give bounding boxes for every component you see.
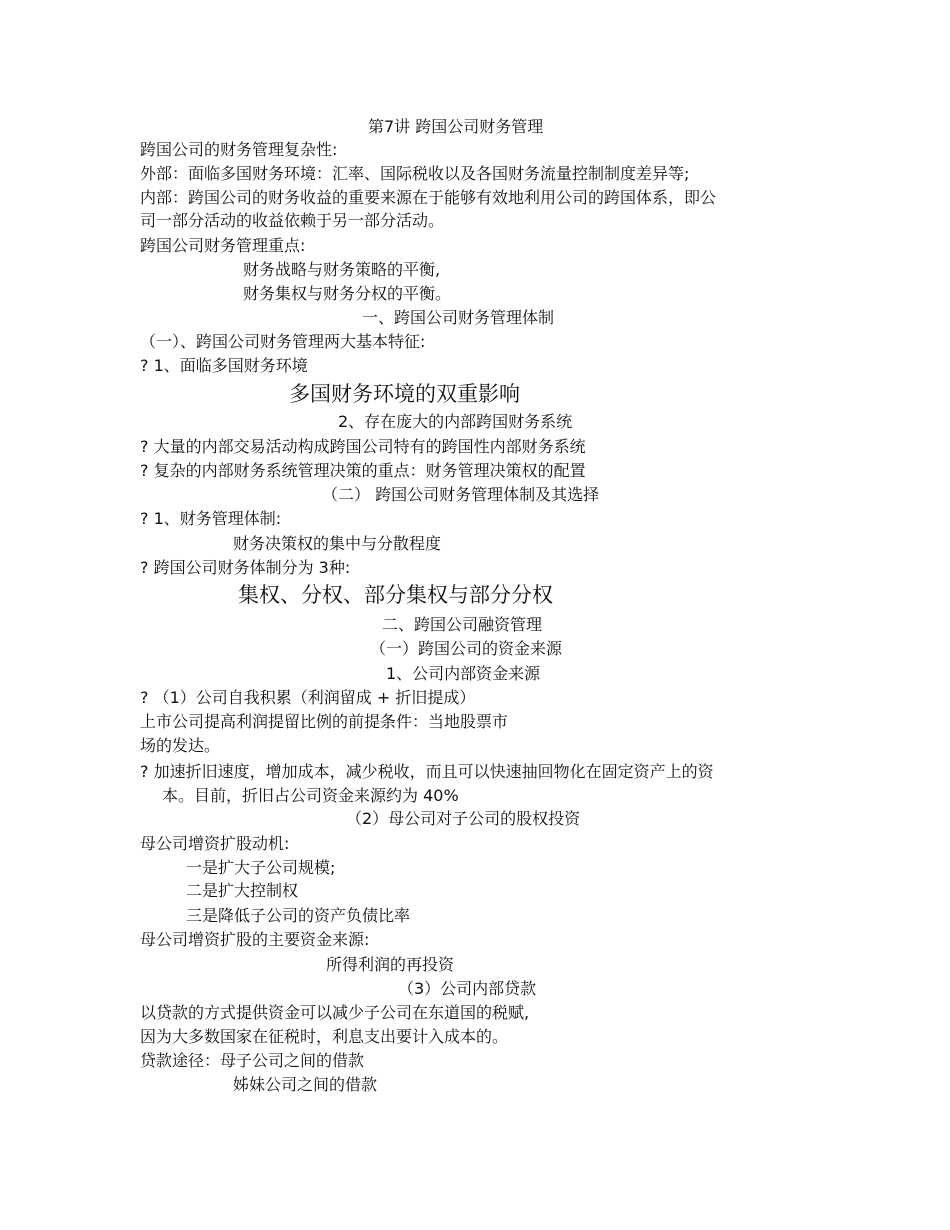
bullet-line: ? 大量的内部交易活动构成跨国公司特有的跨国性内部财务系统: [140, 437, 586, 456]
text-line: （一）、跨国公司财务管理两大基本特征:: [140, 332, 426, 351]
bullet-line: ? 1、面临多国财务环境: [140, 356, 308, 375]
text-line: 跨国公司财务管理重点:: [140, 236, 306, 255]
list-item: 一是扩大子公司规模;: [186, 858, 336, 877]
text-line: 跨国公司的财务管理复杂性:: [140, 140, 338, 159]
text-line: 以贷款的方式提供资金可以减少子公司在东道国的税赋,: [140, 1003, 530, 1022]
section-heading: （3）公司内部贷款: [398, 979, 537, 998]
section-heading: 一、跨国公司财务管理体制: [362, 308, 555, 327]
text-line: 财务决策权的集中与分散程度: [233, 534, 442, 553]
list-item: 二是扩大控制权: [186, 881, 299, 900]
bullet-line: ? 加速折旧速度，增加成本，减少税收，而且可以快速抽回物化在固定资产上的资: [140, 762, 714, 781]
bullet-line: ? 1、财务管理体制:: [140, 509, 282, 528]
section-heading: 2、存在庞大的内部跨国财务系统: [338, 412, 573, 431]
text-line: 因为大多数国家在征税时，利息支出要计入成本的。: [140, 1027, 509, 1046]
bullet-line: ? 复杂的内部财务系统管理决策的重点：财务管理决策权的配置: [140, 461, 586, 480]
section-heading: （2）母公司对子公司的股权投资: [346, 809, 581, 828]
emphasis-heading: 集权、分权、部分集权与部分分权: [238, 583, 553, 607]
section-heading: （二） 跨国公司财务管理体制及其选择: [322, 485, 600, 504]
bullet-line: ? 跨国公司财务体制分为 3种:: [140, 558, 351, 577]
text-line: 上市公司提高利润提留比例的前提条件：当地股票市: [140, 712, 509, 731]
text-line: 贷款途径：母子公司之间的借款: [140, 1051, 365, 1070]
page-title: 第7讲 跨国公司财务管理: [368, 117, 544, 136]
bullet-line: ? （1）公司自我积累（利润留成 + 折旧提成）: [140, 688, 476, 707]
text-line: 场的发达。: [140, 736, 221, 755]
text-line: 所得利润的再投资: [326, 955, 455, 974]
section-heading: 二、跨国公司融资管理: [382, 615, 543, 634]
text-line: 司一部分活动的收益依赖于另一部分活动。: [140, 211, 445, 230]
text-line: 本。目前，折旧占公司资金来源约为 40%: [162, 786, 459, 805]
text-line: 内部：跨国公司的财务收益的重要来源在于能够有效地利用公司的跨国体系，即公: [140, 188, 717, 207]
emphasis-heading: 多国财务环境的双重影响: [289, 382, 520, 406]
section-heading: 1、公司内部资金来源: [386, 664, 541, 683]
text-line: 母公司增资扩股的主要资金来源:: [140, 930, 370, 949]
section-heading: （一）跨国公司的资金来源: [370, 639, 563, 658]
text-line: 外部：面临多国财务环境：汇率、国际税收以及各国财务流量控制制度差异等;: [140, 164, 690, 183]
text-line: 财务集权与财务分权的平衡。: [243, 284, 452, 303]
text-line: 财务战略与财务策略的平衡,: [243, 260, 441, 279]
text-line: 母公司增资扩股动机:: [140, 834, 290, 853]
text-line: 姊妹公司之间的借款: [233, 1075, 378, 1094]
list-item: 三是降低子公司的资产负债比率: [186, 906, 411, 925]
